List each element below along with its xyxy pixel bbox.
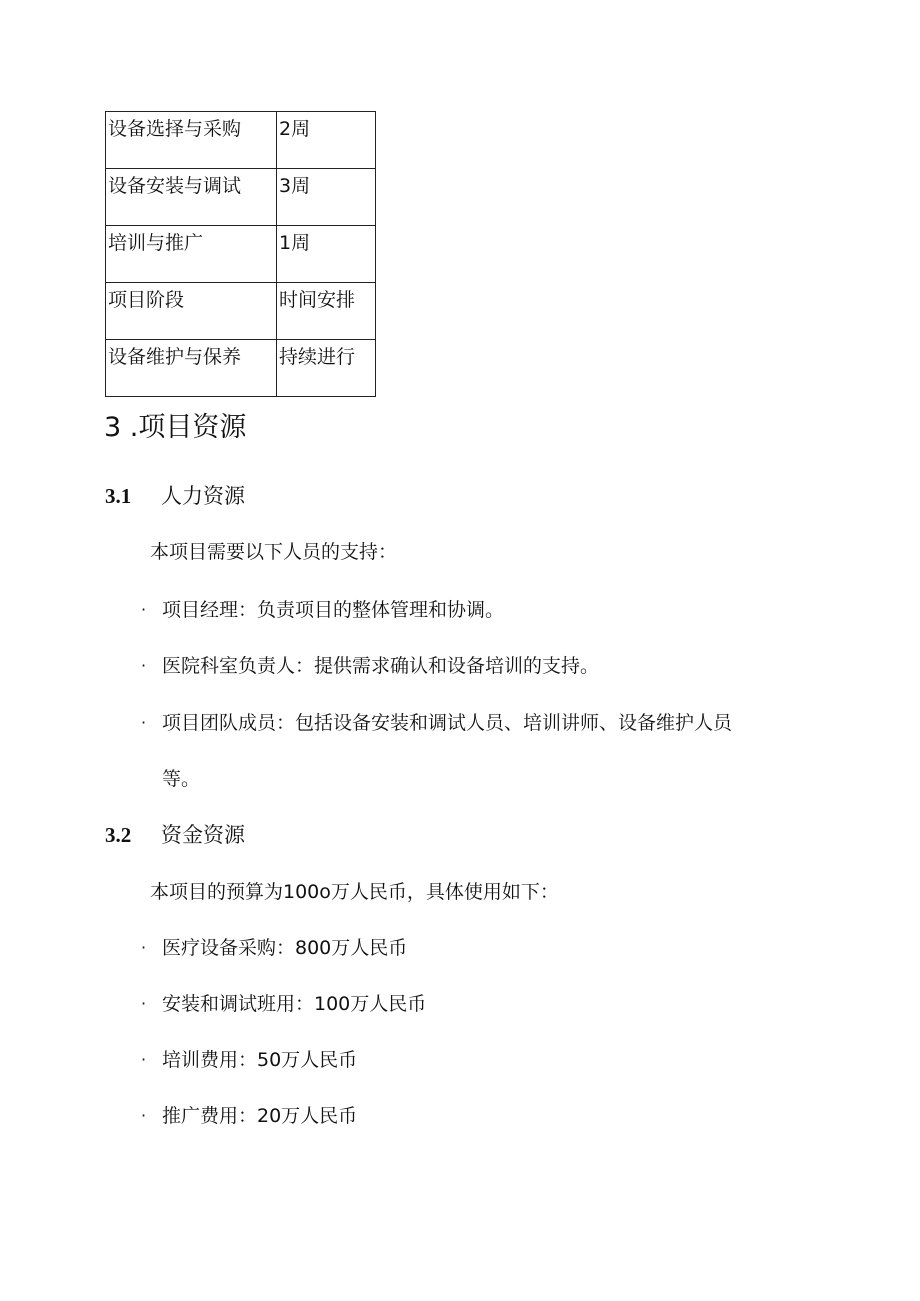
- section-title: 人力资源: [161, 484, 245, 508]
- list-item: 医院科室负责人：提供需求确认和设备培训的支持。: [162, 655, 600, 677]
- bullet-marker: ·: [141, 994, 147, 1013]
- list-item: 项目团队成员：包括设备安装和调试人员、培训讲师、设备维护人员: [162, 712, 733, 734]
- section-3-2-heading: [105, 819, 245, 851]
- section-title: 资金资源: [161, 823, 245, 847]
- bullet-marker: ·: [141, 1050, 147, 1069]
- bullet-marker: ·: [141, 1106, 147, 1125]
- time-cell: 时间安排: [277, 283, 376, 340]
- list-item: 项目经理：负责项目的整体管理和协调。: [162, 599, 505, 621]
- section-number: 3.2: [105, 823, 132, 847]
- table-row: [106, 226, 376, 283]
- stage-cell: 培训与推广: [106, 226, 277, 283]
- table-row: [106, 340, 376, 397]
- funding-intro: 本项目的预算为100o万人民币，具体使用如下：: [150, 881, 559, 903]
- list-item: 安装和调试班用：100万人民币: [162, 993, 427, 1015]
- section-3-heading: 3 .项目资源: [104, 412, 247, 443]
- stage-cell: 设备维护与保养: [106, 340, 277, 397]
- table-row: [106, 169, 376, 226]
- section-3-1-heading: [105, 480, 245, 512]
- time-cell: 持续进行: [277, 340, 376, 397]
- bullet-marker: ·: [141, 656, 147, 675]
- list-item: 医疗设备采购：800万人民币: [162, 937, 408, 959]
- list-item-continuation: 等。: [162, 768, 201, 790]
- section-number: 3.1: [105, 484, 132, 508]
- list-item: 推广费用：20万人民币: [162, 1105, 358, 1127]
- table-row: [106, 112, 376, 169]
- stage-cell: 设备安装与调试: [106, 169, 277, 226]
- table-row: [106, 283, 376, 340]
- schedule-table: [105, 111, 376, 397]
- list-item: 培训费用：50万人民币: [162, 1049, 358, 1071]
- stage-cell: 设备选择与采购: [106, 112, 277, 169]
- bullet-marker: ·: [141, 938, 147, 957]
- time-cell: 3周: [277, 169, 376, 226]
- time-cell: 1周: [277, 226, 376, 283]
- time-cell: 2周: [277, 112, 376, 169]
- stage-cell: 项目阶段: [106, 283, 277, 340]
- bullet-marker: ·: [141, 600, 147, 619]
- human-resources-intro: 本项目需要以下人员的支持：: [150, 541, 398, 563]
- bullet-marker: ·: [141, 713, 147, 732]
